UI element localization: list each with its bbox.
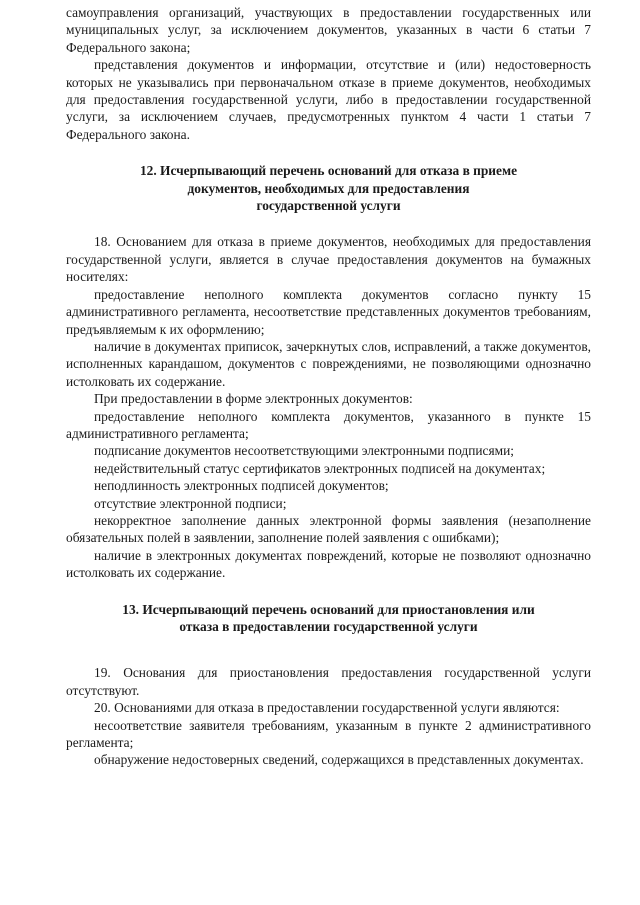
heading-line: 13. Исчерпывающий перечень оснований для приостановления или [122,601,535,617]
heading-line: государственной услуги [256,198,401,214]
paragraph-19: 19. Основания для приостановления предоставления государственной услуги отсутствуют. [66,665,591,698]
section-13-heading [66,601,591,636]
list-item: обнаружение недостоверных сведений, содержащихся в представленных документах. [94,752,584,768]
list-item: отсутствие электронной подписи; [94,495,287,511]
section-12-heading [66,162,591,214]
heading-line: отказа в предоставлении государственной услуги [179,619,478,634]
list-item: предоставление неполного комплекта документов, указанного в пункте 15 административного регламента; [66,408,591,441]
list-item: предоставление неполного комплекта документов согласно пункту 15 административного регламента, несоответствие представленных документов требованиям, предъявляемым к их оформлению; [66,286,591,337]
continuation-paragraph: представления документов и информации, отсутствие и (или) недостоверность которых не указывались при первоначальном отказе в приеме документов, необходимых для предоставления государственной услуги, либо в предоставлении государственной услуги, за исключением случаев, предусмотренных пунктом 4 части 1 статьи 7 Федерального закона. [66,57,591,142]
document-page [66,4,591,769]
list-item: несоответствие заявителя требованиям, указанным в пункте 2 административного регламента; [66,717,591,751]
paragraph-18: 18. Основанием для отказа в приеме документов, необходимых для предоставления государственной услуги, является в случае предоставления документов на бумажных носителях: [66,234,591,285]
list-item: наличие в электронных документах повреждений, которые не позволяют однозначно истолковать их содержание. [66,547,591,581]
heading-line: документов, необходимых для предоставления [187,180,470,196]
paragraph-20: 20. Основаниями для отказа в предоставлении государственной услуги являются: [94,700,560,716]
paragraph-electronic-intro: При предоставлении в форме электронных документов: [94,391,413,407]
list-item: наличие в документах приписок, зачеркнутых слов, исправлений, а также документов, исполненных карандашом, документов с повреждениями, не позволяющими однозначно истолковать их содержание. [66,338,591,389]
list-item: некорректное заполнение данных электронной формы заявления (незаполнение обязательных полей в заявлении, заполнение полей заявления с ошибками); [66,512,591,546]
list-item: недействительный статус сертификатов электронных подписей на документах; [94,460,546,476]
heading-line: 12. Исчерпывающий перечень оснований для отказа в приеме [139,163,518,179]
continuation-paragraph: самоуправления организаций, участвующих в предоставлении государственных или муниципальных услуг, за исключением документов, указанных в части 6 статьи 7 Федерального закона; [66,5,591,55]
list-item: подписание документов несоответствующими электронными подписями; [94,443,515,459]
list-item: неподлинность электронных подписей документов; [94,478,389,494]
